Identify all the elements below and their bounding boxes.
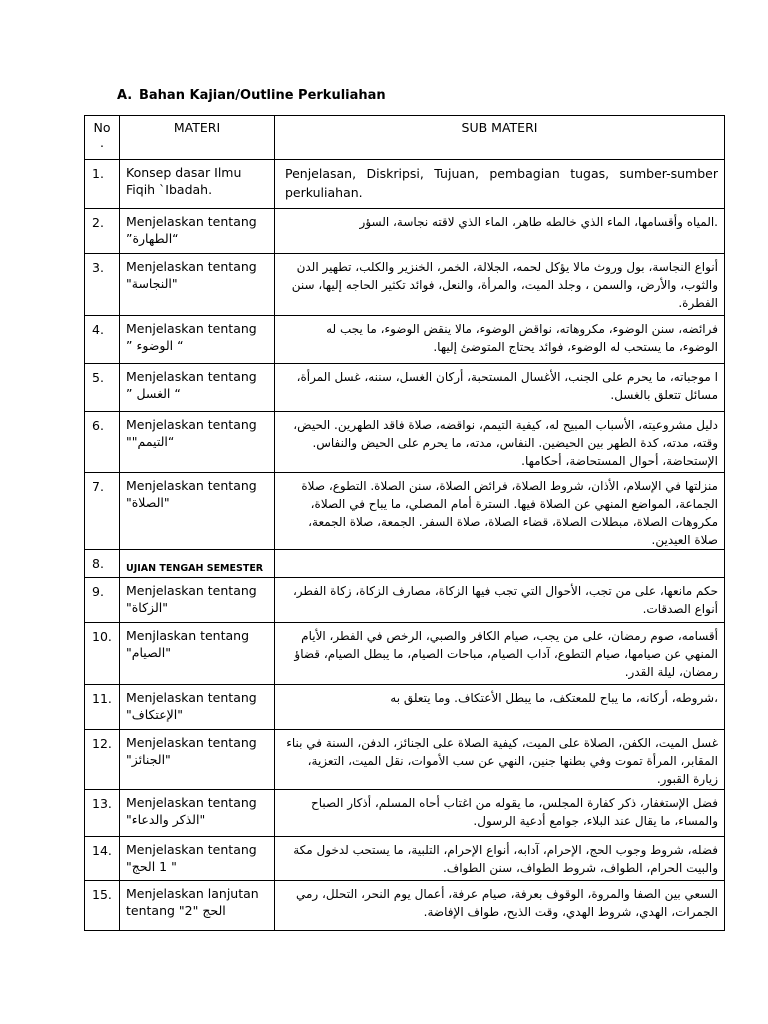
table-row: [85, 881, 725, 931]
materi-cell: [120, 837, 275, 881]
row-number: 15.: [85, 881, 120, 931]
sub-materi-text: أنواع النجاسة، بول وروث مالا يؤكل لحمه، الجلالة، الخمر، الخنزير والكلب، تطهير الدن والثوب، والأرض، والسمن ، وجلد الميت، والمرأة، والنعل، فوائد تكثير الحاجه إليها، سنن الفطرة.: [291, 260, 718, 310]
materi-title: Menjelaskan tentang: [126, 583, 257, 598]
materi-topic: “ الغسل ”: [126, 386, 181, 401]
sub-materi-cell: [275, 730, 725, 790]
section-heading: [117, 88, 386, 103]
row-number: 8.: [85, 550, 120, 578]
sub-materi-cell: [275, 550, 725, 578]
materi-cell: [120, 473, 275, 550]
sub-materi-text: ا موجباته، ما يحرم على الجنب، الأغسال المستحبة، أركان الغسل، سننه، غسل المرأة، مسائل تتعلق بالغسل.: [296, 370, 718, 402]
materi-title: Konsep dasar Ilmu: [126, 165, 242, 180]
materi-title: Menjelaskan tentang: [126, 259, 257, 274]
materi-title: Menjelaskan tentang: [126, 735, 257, 750]
row-number: 10.: [85, 623, 120, 685]
table-row: [85, 412, 725, 473]
section-title: Bahan Kajian/Outline Perkuliahan: [139, 88, 386, 103]
row-number: 5.: [85, 364, 120, 412]
materi-topic: "الصيام": [126, 645, 171, 660]
materi-title: Menjelaskan tentang: [126, 795, 257, 810]
sub-materi-text: فرائضه، سنن الوضوء، مكروهاته، نواقض الوضوء، مالا ينقض الوضوء، ما يجب له الوضوء، ما يستحب له الوضوء، فوائد يحتاج المتوضئ إليها.: [326, 322, 718, 354]
materi-title: Menjelaskan tentang: [126, 321, 257, 336]
materi-cell: [120, 160, 275, 209]
row-number: 3.: [85, 254, 120, 316]
table-row: [85, 578, 725, 623]
materi-topic: "النجاسة": [126, 276, 178, 291]
materi-title: Menjelaskan tentang: [126, 417, 257, 432]
materi-cell: [120, 254, 275, 316]
sub-materi-cell: [275, 316, 725, 364]
materi-cell: [120, 730, 275, 790]
materi-title: Menjelaskan tentang: [126, 478, 257, 493]
table-row: [85, 837, 725, 881]
sub-materi-text: حكم مانعها، على من تجب، الأحوال التي تجب فيها الزكاة، مصارف الزكاة، زكاة الفطر، أنواع الصدقات.: [292, 584, 718, 616]
materi-topic: “الطهارة”: [126, 231, 179, 246]
sub-materi-cell: [275, 160, 725, 209]
sub-materi-text: Penjelasan, Diskripsi, Tujuan, pembagian tugas, sumber-sumber perkuliahan.: [285, 166, 718, 200]
sub-materi-text: منزلتها في الإسلام، الأذان، شروط الصلاة، فرائض الصلاة، سنن الصلاة. التطوع، صلاة الجماعة، المواضع المنهي عن الصلاة فيها. السترة أمام المصلي، ما يباح في الصلاة، مكروهات الصلاة، مبطلات الصلاة، قضاء الصلاة، صلاة السفر. الجمعة، صلاة الجمعة، صلاة العيدين.: [301, 479, 718, 547]
row-number: 1.: [85, 160, 120, 209]
sub-materi-text: غسل الميت، الكفن، الصلاة على الميت، كيفية الصلاة على الجنائز، الدفن، السنة في بناء المقابر، المرأة تموت وفي بطنها جنين، النهي عن سب الأموات، نقل الميت، التعزية، زيارة القبور.: [286, 736, 718, 786]
sub-materi-cell: [275, 412, 725, 473]
table-row: [85, 473, 725, 550]
sub-materi-text: السعي بين الصفا والمروة، الوقوف بعرفة، صيام عرفة، أعمال يوم النحر، التحلل، رمي الجمرات، الهدي، شروط الهدي، وقت الذبح، طواف الإفاضة.: [296, 887, 718, 919]
outline-table: [84, 115, 725, 931]
table-row: [85, 316, 725, 364]
materi-cell: [120, 685, 275, 730]
sub-materi-text: .المياه وأقسامها، الماء الذي خالطه طاهر، الماء الذي لاقته نجاسة، السؤر: [359, 215, 718, 229]
table-body: [85, 160, 725, 931]
materi-topic: “التيمم"": [126, 434, 175, 449]
sub-materi-text: فضل الإستغفار، ذكر كفارة المجلس، ما يقوله من اغتاب أحاه المسلم، أذكار الصباح والمساء، ما يقال عند البلاء، جوامع أدعية الرسول.: [310, 796, 718, 828]
sub-materi-cell: [275, 881, 725, 931]
sub-materi-cell: [275, 685, 725, 730]
table-row: [85, 730, 725, 790]
row-number: 7.: [85, 473, 120, 550]
table-row: [85, 685, 725, 730]
header-sub-materi: SUB MATERI: [275, 116, 725, 160]
midterm-label: UJIAN TENGAH SEMESTER: [126, 563, 264, 574]
table-row: [85, 254, 725, 316]
row-number: 2.: [85, 209, 120, 254]
table-row: [85, 209, 725, 254]
materi-topic: "الإعتكاف": [126, 707, 184, 722]
materi-topic: "الزكاة": [126, 600, 168, 615]
materi-cell: [120, 623, 275, 685]
row-number: 12.: [85, 730, 120, 790]
materi-title: Menjelaskan tentang: [126, 214, 257, 229]
materi-cell: [120, 364, 275, 412]
row-number: 4.: [85, 316, 120, 364]
row-number: 9.: [85, 578, 120, 623]
sub-materi-text: أقسامه، صوم رمضان، على من يجب، صيام الكافر والصبي، الرخص في الفطر، الأيام المنهي عن صيامها، صيام التطوع، آداب الصيام، مباحات الصيام، ما يبطل الصيام، قضاؤ رمضان، ليلة القدر.: [294, 629, 718, 679]
materi-title: Menjelaskan tentang: [126, 369, 257, 384]
materi-cell: [120, 209, 275, 254]
section-letter: A.: [117, 88, 133, 103]
row-number: 11.: [85, 685, 120, 730]
sub-materi-text: دليل مشروعيته، الأسباب المبيح له، كيفية التيمم، نواقضه، صلاة فاقد الطهرين. الحيض، وقته، مدته، كدة الطهر بين الحيضين. النفاس، مدته، ما يحرم على الحيض والنفاس. الإستحاضة، أحوال المستحاضة، أحكامها.: [293, 418, 718, 468]
materi-cell: [120, 550, 275, 578]
materi-cell: [120, 881, 275, 931]
sub-materi-cell: [275, 578, 725, 623]
sub-materi-cell: [275, 254, 725, 316]
table-row: [85, 790, 725, 837]
materi-cell: [120, 412, 275, 473]
row-number: 13.: [85, 790, 120, 837]
table-row: [85, 160, 725, 209]
table-row: [85, 623, 725, 685]
table-row: [85, 364, 725, 412]
table-row: [85, 550, 725, 578]
sub-materi-cell: [275, 623, 725, 685]
header-no: No .: [85, 116, 120, 160]
materi-topic: “ الوضوء ”: [126, 338, 184, 353]
sub-materi-cell: [275, 837, 725, 881]
sub-materi-text: فضله، شروط وجوب الحج، الإحرام، آدابه، أنواع الإحرام، التلبية، ما يستحب لدخول مكة والبيت الحرام، الطواف، شروط الطواف، سنن الطواف.: [293, 843, 718, 875]
sub-materi-text: ،شروطه، أركانه، ما يباح للمعتكف، ما يبطل الأعتكاف. وما يتعلق به: [390, 691, 718, 705]
sub-materi-cell: [275, 364, 725, 412]
materi-topic: tentang "2" الحج: [126, 903, 226, 918]
materi-cell: [120, 578, 275, 623]
materi-title: Menjelaskan lanjutan: [126, 886, 259, 901]
materi-cell: [120, 316, 275, 364]
materi-title: Menjelaskan tentang: [126, 690, 257, 705]
sub-materi-cell: [275, 209, 725, 254]
materi-title: Menjelaskan tentang: [126, 842, 257, 857]
materi-topic: "الصلاة": [126, 495, 170, 510]
materi-topic: "الذكر والدعاء": [126, 812, 206, 827]
materi-topic: "الجنائز": [126, 752, 171, 767]
header-materi: MATERI: [120, 116, 275, 160]
row-number: 6.: [85, 412, 120, 473]
materi-topic: " 1 الحج": [126, 859, 177, 874]
sub-materi-cell: [275, 473, 725, 550]
sub-materi-cell: [275, 790, 725, 837]
materi-cell: [120, 790, 275, 837]
table-header-row: [85, 116, 725, 160]
row-number: 14.: [85, 837, 120, 881]
materi-title: Menjlaskan tentang: [126, 628, 250, 643]
materi-topic: Fiqih `Ibadah.: [126, 182, 213, 197]
